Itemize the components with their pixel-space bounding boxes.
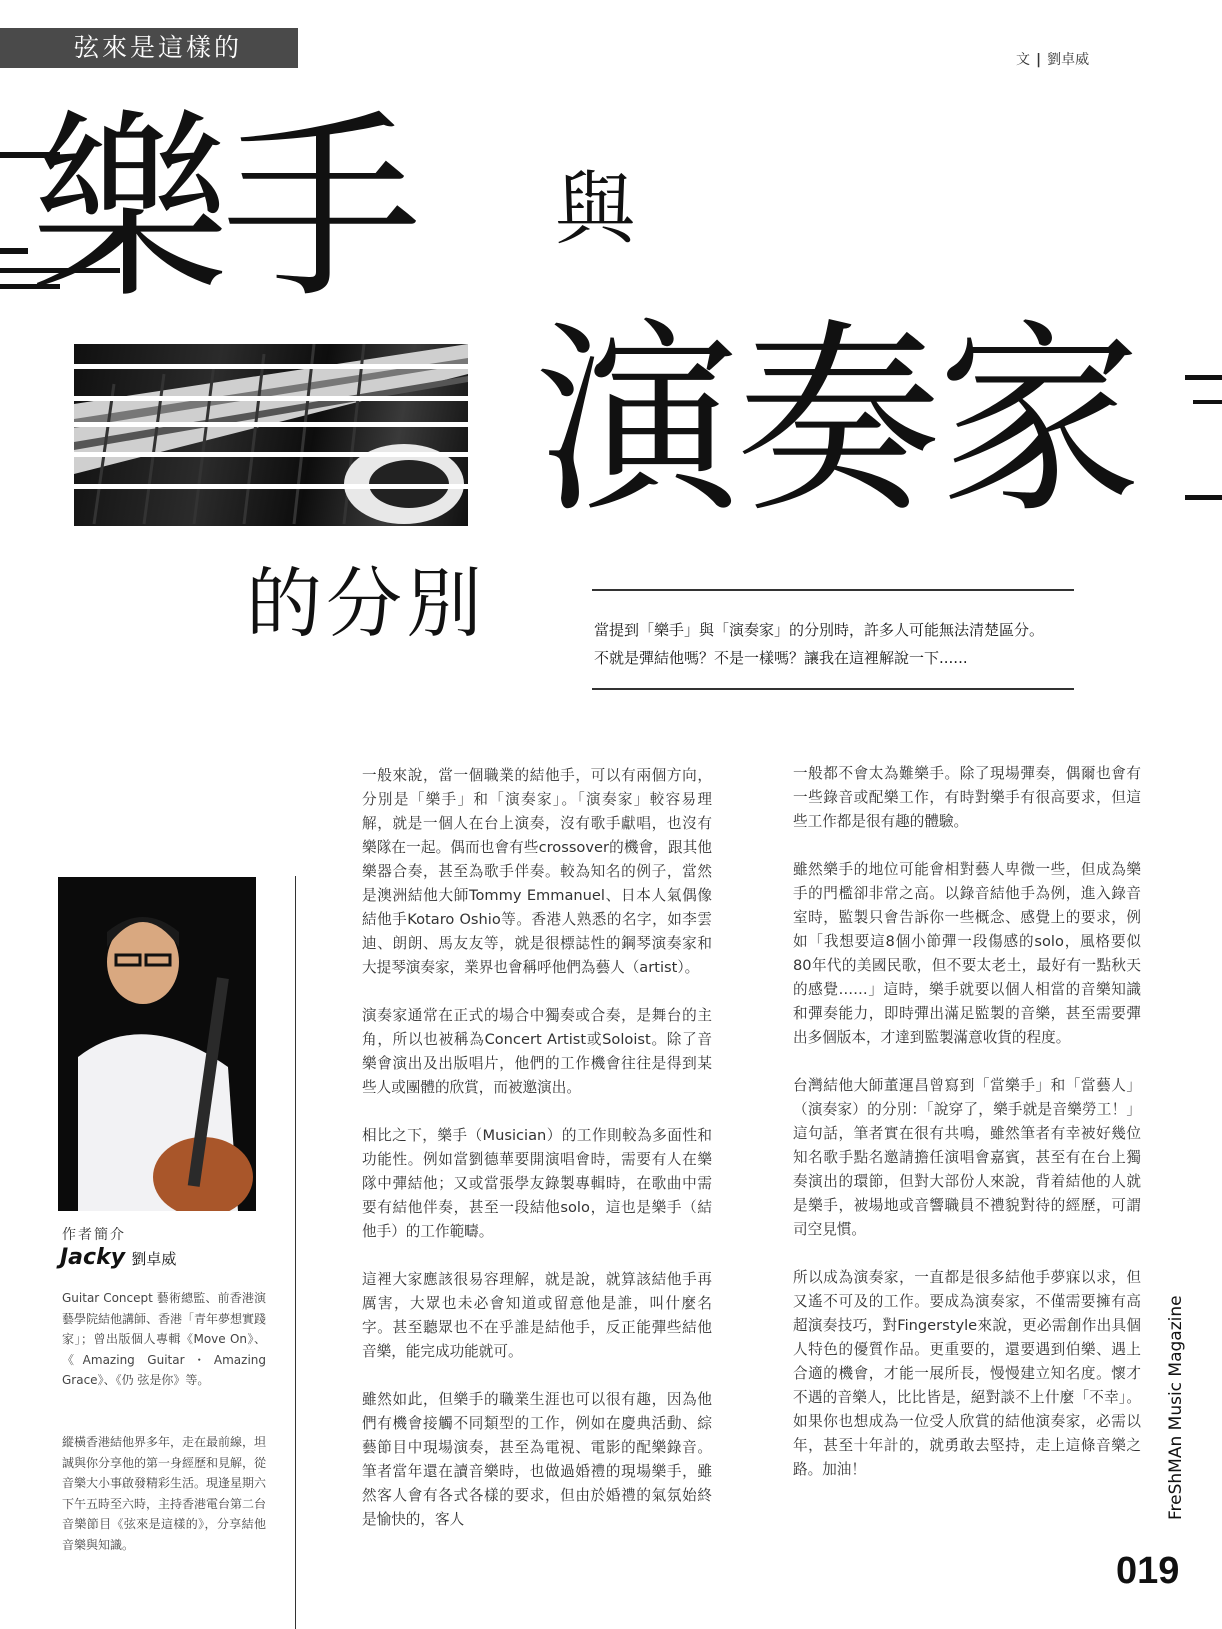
author-portrait bbox=[58, 877, 256, 1211]
title-difference: 的分別 bbox=[246, 559, 486, 648]
series-tab bbox=[0, 28, 298, 68]
byline-name: 劉卓威 bbox=[1047, 52, 1090, 68]
author-name-en: Jacky bbox=[60, 1245, 126, 1270]
paragraph: 雖然如此，但樂手的職業生涯也可以很有趣，因為他們有機會接觸不同類型的工作，例如在慶典活動、綜藝節目中現場演奏，甚至為電視、電影的配樂錄音。筆者當年還在讀音樂時，也做過婚禮的現場樂手，雖然客人會有各式各樣的要求，但由於婚禮的氣氛始終是愉快的，客人 bbox=[362, 1391, 712, 1528]
paragraph: 雖然樂手的地位可能會相對藝人卑微一些，但成為樂手的門檻卻非常之高。以錄音結他手為例，進入錄音室時，監製只會告訴你一些概念、感覺上的要求，例如「我想要這8個小節彈一段傷感的solo，風格要似80年代的美國民歌，但不要太老土，最好有一點秋天的感覺……」這時，樂手就要以個人相當的音樂知識和彈奏能力，即時彈出滿足監製的音樂，甚至需要彈出多個版本，才達到監製滿意收貨的程度。 bbox=[793, 861, 1141, 1046]
author-photo bbox=[58, 877, 256, 1211]
author-bio-2: 縱橫香港結他界多年，走在最前線，坦誠與你分享他的第一身經歷和見解，從音樂大小事啟發精彩生活。現逢星期六下午五時至六時，主持香港電台第二台音樂節目《弦來是這樣的》，分享結他音樂與知識。 bbox=[62, 1435, 267, 1552]
guitar-image bbox=[74, 344, 468, 526]
intro-rule-top bbox=[592, 589, 1074, 591]
column-divider bbox=[295, 876, 296, 1629]
paragraph: 演奏家通常在正式的場合中獨奏或合奏，是舞台的主角，所以也被稱為Concert Artist或Soloist。除了音樂會演出及出版唱片，他們的工作機會往往是得到某些人或團體的欣賞，而被邀演出。 bbox=[362, 1007, 712, 1096]
author-name-zh: 劉卓威 bbox=[131, 1250, 177, 1268]
title-musician: 樂手 bbox=[30, 93, 415, 326]
author-bio-1: Guitar Concept 藝術總監、前香港演藝學院結他講師、香港「青年夢想實踐家」；曾出版個人專輯《Move On》、《Amazing Guitar・Amazing Grace》、《仍 弦是你》等。 bbox=[62, 1291, 267, 1387]
title-connector: 與 bbox=[555, 163, 635, 256]
intro-line-2: 不就是彈結他嗎？不是一樣嗎？讓我在這裡解說一下...... bbox=[594, 649, 968, 667]
series-title: 弦來是這樣的 bbox=[74, 33, 243, 62]
byline: 文 | 劉卓威 bbox=[1016, 52, 1090, 68]
intro-rule-bottom bbox=[592, 688, 1074, 690]
paragraph: 一般都不會太為難樂手。除了現場彈奏，偶爾也會有一些錄音或配樂工作，有時對樂手有很高要求，但這些工作都是很有趣的體驗。 bbox=[793, 765, 1141, 830]
page-number: 019 bbox=[1116, 1550, 1180, 1592]
magazine-name: FreShMAn Music Magazine bbox=[1166, 1295, 1186, 1520]
article-column-2 bbox=[793, 762, 1141, 1506]
guitar-fretboard-image bbox=[74, 344, 468, 526]
paragraph: 相比之下，樂手（Musician）的工作則較為多面性和功能性。例如當劉德華要開演唱會時，需要有人在樂隊中彈結他；又或當張學友錄製專輯時，在歌曲中需要有結他伴奏，甚至一段結他solo，這也是樂手（結他手）的工作範疇。 bbox=[362, 1127, 712, 1240]
paragraph: 這裡大家應該很易容理解，就是說，就算該結他手再厲害，大眾也未必會知道或留意他是誰，叫什麼名字。甚至聽眾也不在乎誰是結他手，反正能彈些結他音樂，能完成功能就可。 bbox=[362, 1271, 712, 1360]
decorative-lines-right bbox=[1185, 355, 1222, 515]
byline-prefix: 文 bbox=[1016, 52, 1030, 68]
author-name bbox=[60, 1245, 176, 1270]
author-heading: 作者簡介 bbox=[62, 1227, 126, 1243]
intro-line-1: 當提到「樂手」與「演奏家」的分別時，許多人可能無法清楚區分。 bbox=[594, 621, 1045, 639]
paragraph: 所以成為演奏家，一直都是很多結他手夢寐以求，但又遙不可及的工作。要成為演奏家，不僅需要擁有高超演奏技巧，對Fingerstyle來說，更必需創作出具個人特色的優質作品。更重要的，還要遇到伯樂、遇上合適的機會，才能一展所長，慢慢建立知名度。懷才不遇的音樂人，比比皆是，絕對談不上什麼「不幸」。如果你也想成為一位受人欣賞的結他演奏家，必需以年，甚至十年計的，就勇敢去堅持，走上這條音樂之路。加油！ bbox=[793, 1269, 1141, 1478]
paragraph: 一般來說，當一個職業的結他手，可以有兩個方向，分別是「樂手」和「演奏家」。「演奏家」較容易理解，就是一個人在台上演奏，沒有歌手獻唱，也沒有樂隊在一起。偶而也會有些crossover的機會，跟其他樂器合奏，甚至為歌手伴奏。較為知名的例子，當然是澳洲結他大師Tommy Emmanuel、日本人氣偶像結他手Kotaro Oshio等。香港人熟悉的名字，如李雲迪、朗朗、馬友友等，就是很標誌性的鋼琴演奏家和大提琴演奏家，業界也會稱呼他們為藝人（artist）。 bbox=[362, 767, 712, 976]
title-performer: 演奏家 bbox=[535, 303, 1138, 541]
paragraph: 台灣結他大師董運昌曾寫到「當樂手」和「當藝人」（演奏家）的分別：「說穿了，樂手就是音樂勞工！」這句話，筆者實在很有共鳴，雖然筆者有幸被好幾位知名歌手點名邀請擔任演唱會嘉賓，甚至有在台上獨奏演出的環節，但對大部份人來說，背着結他的人就是樂手，被場地或音響職員不禮貌對待的經歷，可謂司空見慣。 bbox=[793, 1077, 1141, 1238]
article-column-1 bbox=[362, 764, 712, 1556]
